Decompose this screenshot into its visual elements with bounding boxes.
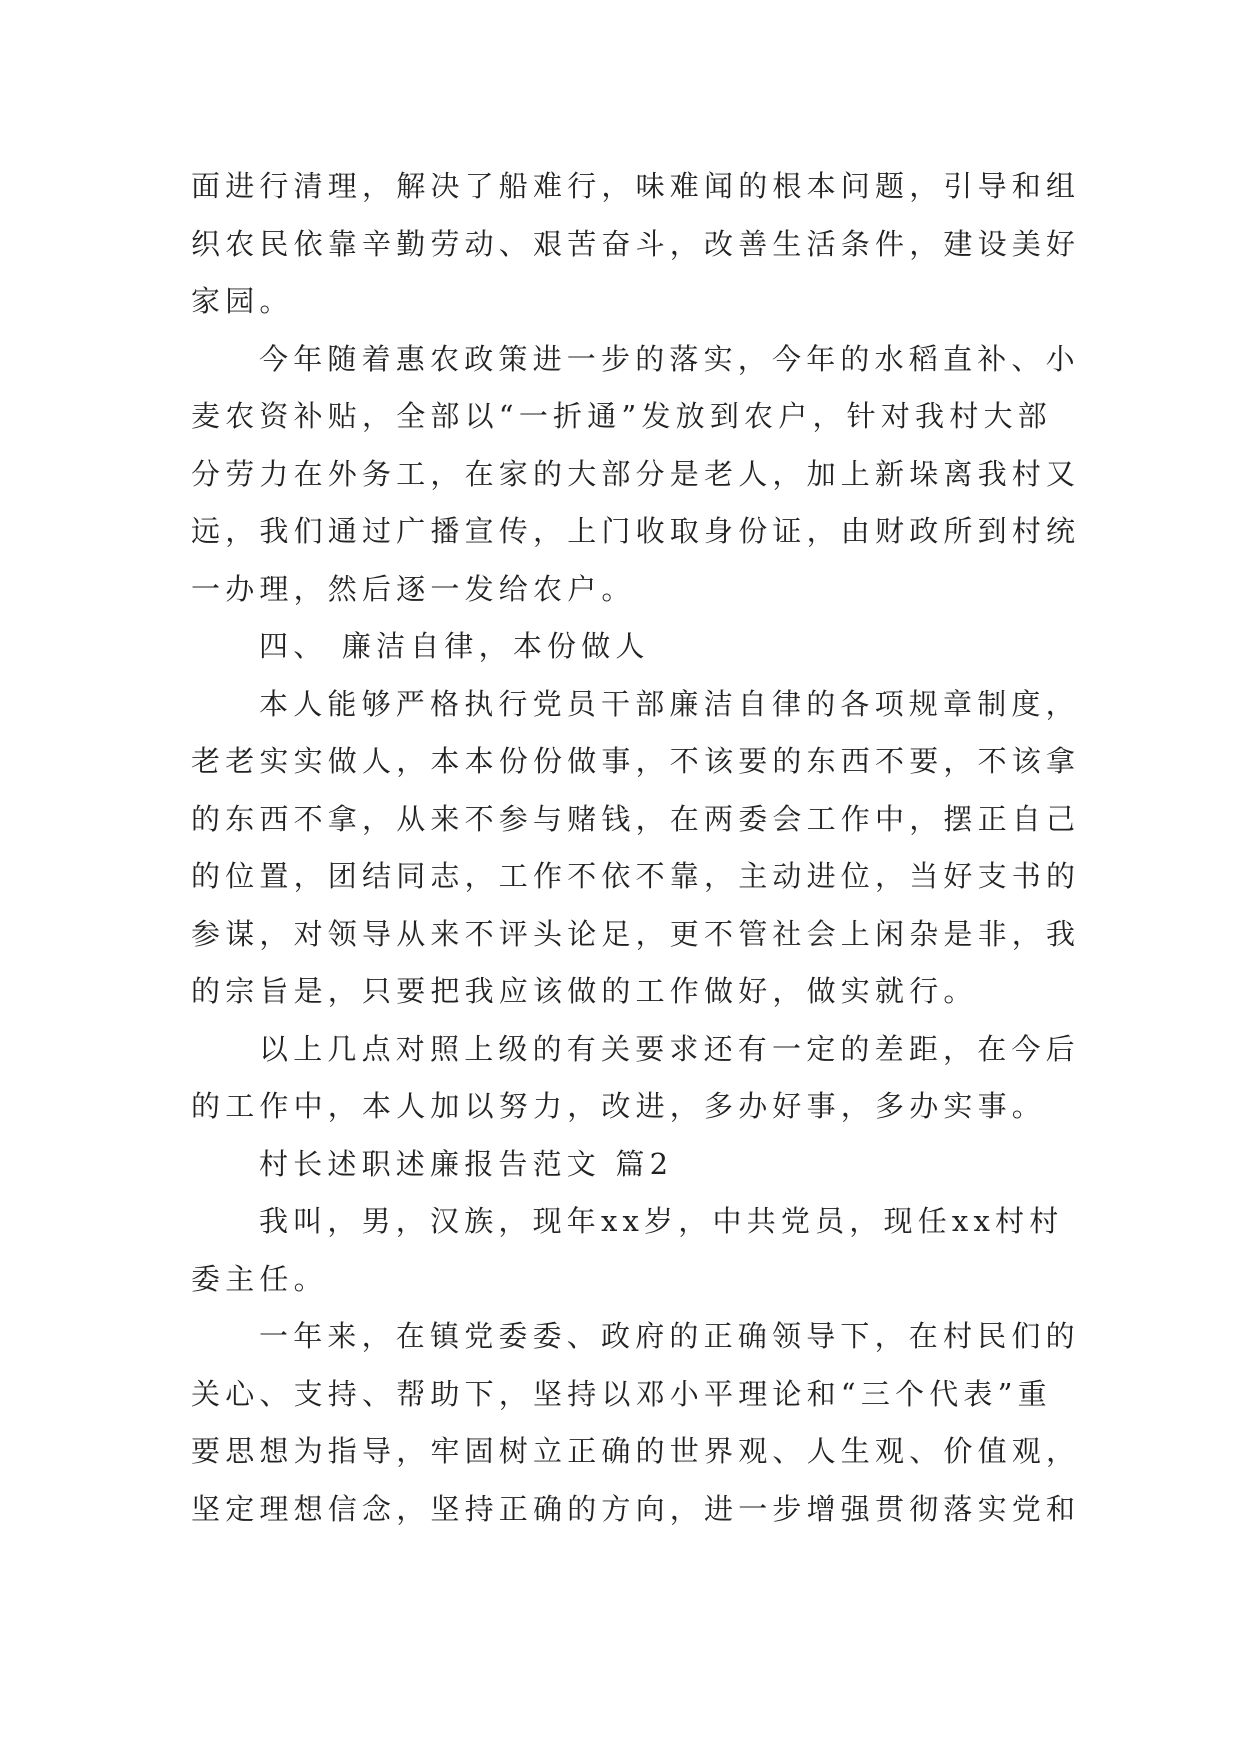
text-line: 的工作中，本人加以努力，改进，多办好事，多办实事。 [191, 1089, 1047, 1123]
text-line: 的东西不拿，从来不参与赌钱，在两委会工作中，摆正自己 [191, 801, 1081, 836]
text-line: 参谋，对领导从来不评头论足，更不管社会上闲杂是非，我 [191, 916, 1081, 951]
text-line: 本人能够严格执行党员干部廉洁自律的各项规章制度， [259, 686, 1080, 721]
text-line: 一年来，在镇党委委、政府的正确领导下，在村民们的 [259, 1319, 1080, 1353]
text-line: 关心、支持、帮助下，坚持以邓小平理论和“三个代表”重 [191, 1376, 1052, 1411]
text-line: 麦农资补贴，全部以“一折通”发放到农户，针对我村大部 [191, 399, 1052, 433]
text-line: 一办理，然后逐一发给农户。 [191, 571, 636, 606]
text-line: 坚定理想信念，坚持正确的方向，进一步增强贯彻落实党和 [191, 1491, 1081, 1526]
text-line: 的位置，团结同志，工作不依不靠，主动进位，当好支书的 [191, 859, 1081, 893]
text-line: 要思想为指导，牢固树立正确的世界观、人生观、价值观， [191, 1434, 1081, 1468]
text-line: 家园。 [191, 284, 294, 318]
text-line: 面进行清理，解决了船难行，味难闻的根本问题，引导和组 [191, 169, 1081, 203]
document-body [191, 158, 1081, 1538]
text-line: 委主任。 [191, 1261, 328, 1296]
text-line: 村长述职述廉报告范文 篇2 [259, 1146, 674, 1181]
text-line: 远，我们通过广播宣传，上门收取身份证，由财政所到村统 [191, 514, 1081, 548]
text-line: 分劳力在外务工，在家的大部分是老人，加上新垛离我村又 [191, 456, 1081, 491]
text-line: 以上几点对照上级的有关要求还有一定的差距，在今后 [259, 1031, 1080, 1066]
text-line: 四、 廉洁自律，本份做人 [259, 629, 650, 663]
text-line: 织农民依靠辛勤劳动、艰苦奋斗，改善生活条件，建设美好 [191, 226, 1081, 261]
text-line: 今年随着惠农政策进一步的落实，今年的水稻直补、小 [259, 341, 1080, 376]
text-line: 我叫，男，汉族，现年xx岁，中共党员，现任xx村村 [259, 1204, 1064, 1238]
text-line: 的宗旨是，只要把我应该做的工作做好，做实就行。 [191, 974, 978, 1008]
text-line: 老老实实做人，本本份份做事，不该要的东西不要，不该拿 [191, 744, 1081, 778]
